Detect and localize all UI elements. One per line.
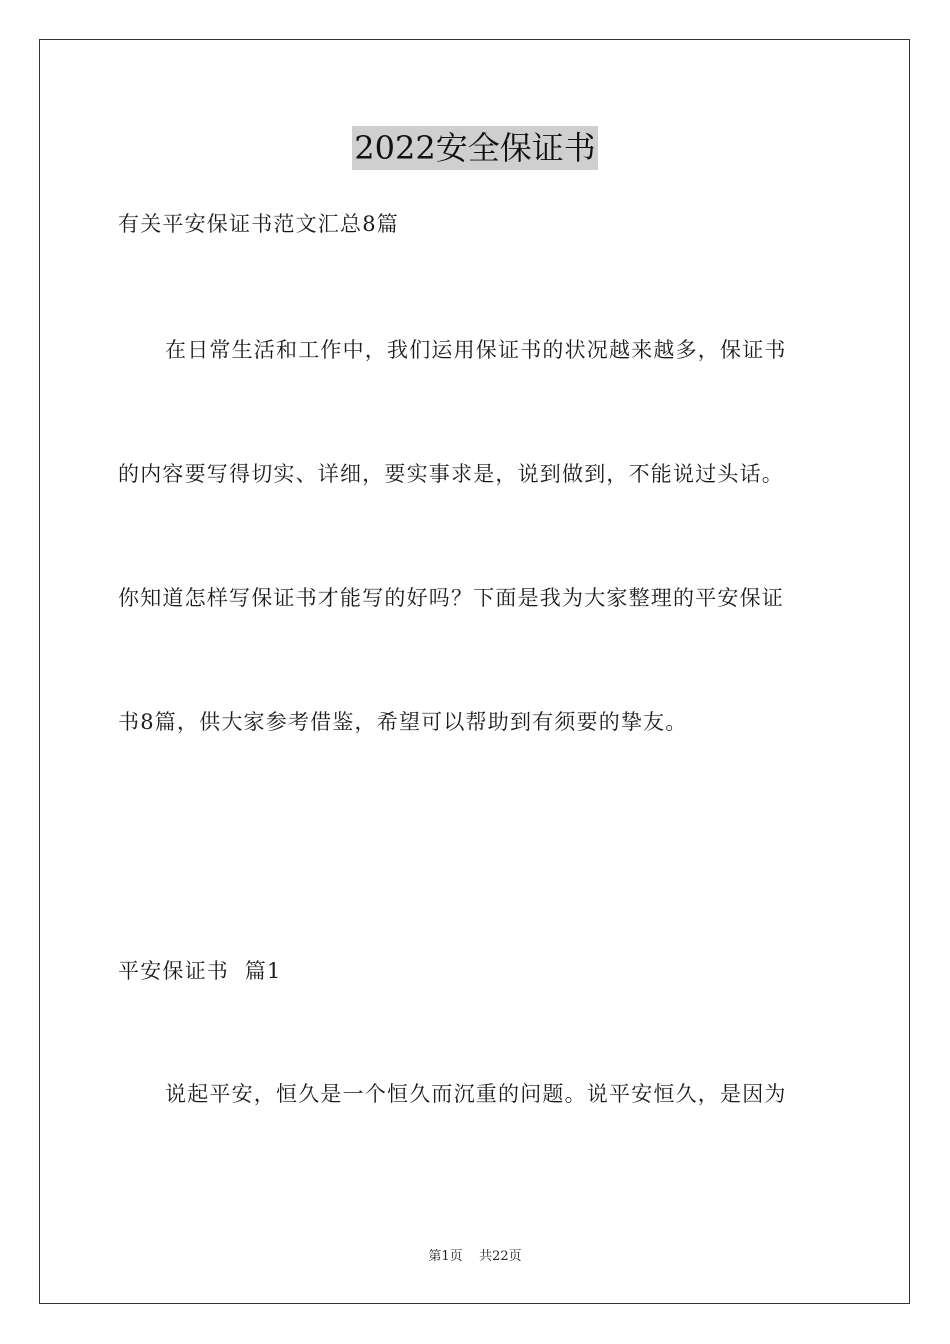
paragraph-line: 你知道怎样写保证书才能写的好吗？下面是我为大家整理的平安保证 — [118, 586, 784, 610]
page-total: 共22页 — [479, 1249, 522, 1264]
title-container — [0, 126, 950, 170]
page-footer — [0, 1248, 950, 1266]
paragraph-line: 说起平安，恒久是一个恒久而沉重的问题。说平安恒久，是因为 — [165, 1082, 787, 1106]
section-heading: 平安保证书 篇1 — [118, 959, 282, 983]
page-number: 第1页 — [428, 1249, 463, 1264]
paragraph-line: 在日常生活和工作中，我们运用保证书的状况越来越多，保证书 — [165, 338, 787, 362]
paragraph-line: 的内容要写得切实、详细，要实事求是，说到做到，不能说过头话。 — [118, 462, 784, 486]
paragraph-line: 书8篇，供大家参考借鉴，希望可以帮助到有须要的挚友。 — [118, 710, 688, 734]
document-title: 2022安全保证书 — [352, 126, 597, 170]
document-subtitle: 有关平安保证书范文汇总8篇 — [118, 212, 399, 236]
